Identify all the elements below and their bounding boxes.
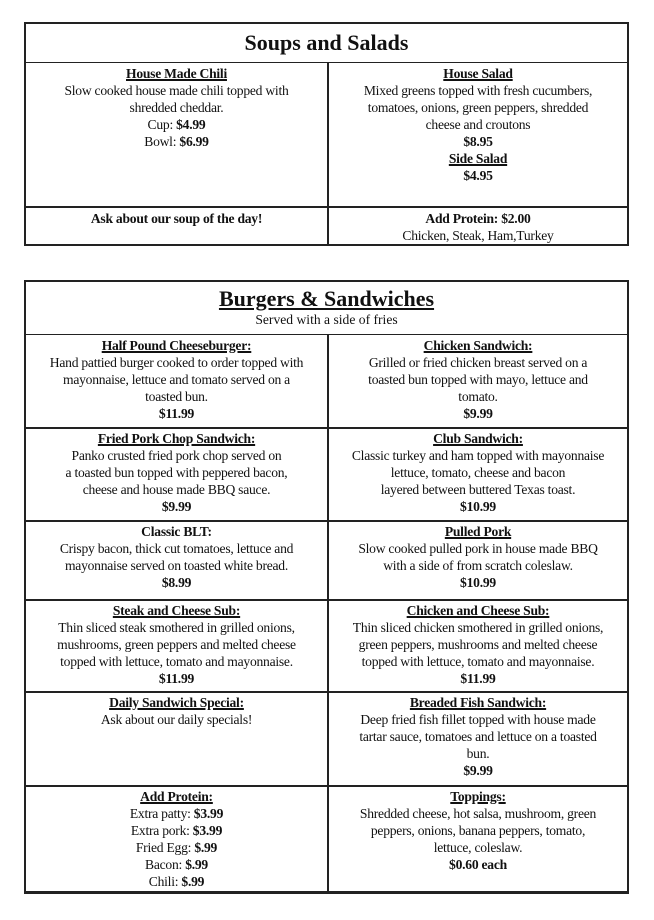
item-description: lettuce, tomato, cheese and bacon	[390, 465, 566, 480]
item-description: tomatoes, onions, green peppers, shredded	[367, 100, 589, 115]
item-description: Crispy bacon, thick cut tomatoes, lettuce and	[59, 541, 294, 556]
item-description: cheese and croutons	[425, 117, 531, 132]
menu-cell-pulled-pork	[329, 521, 627, 600]
item-description: lettuce, coleslaw.	[433, 840, 523, 855]
item-bold-text: Ask about our soup of the day!	[90, 211, 263, 226]
item-heading: House Made Chili	[126, 66, 227, 81]
item-description: shredded cheddar.	[129, 100, 224, 115]
item-description: tomato.	[458, 389, 498, 404]
menu-cell-soup-of-the-day	[26, 208, 327, 247]
price-label: Bowl:	[144, 134, 177, 149]
item-bold-text: $8.99	[161, 575, 192, 590]
price-value: $.99	[185, 857, 208, 872]
item-bold-text: $8.95	[463, 134, 493, 149]
item-bold-text: $9.99	[463, 406, 493, 421]
item-heading: Side Salad	[448, 151, 508, 166]
menu-cell-daily-sandwich-special	[26, 692, 327, 786]
item-description: topped with lettuce, tomato and mayonnaise.	[361, 654, 595, 669]
price-value: $.99	[194, 840, 218, 855]
price-value: $.99	[181, 874, 205, 889]
item-heading: Steak and Cheese Sub:	[112, 603, 241, 618]
section-title: Soups and Salads	[26, 24, 627, 63]
item-description: mayonnaise served on toasted white bread.	[64, 558, 289, 573]
item-description: Thin sliced steak smothered in grilled onions,	[58, 620, 295, 635]
item-description: Mixed greens topped with fresh cucumbers,	[363, 83, 593, 98]
item-bold-text: $9.99	[161, 499, 192, 514]
item-description: Shredded cheese, hot salsa, mushroom, green	[359, 806, 597, 821]
item-description: mayonnaise, lettuce and tomato served on a	[63, 372, 290, 387]
item-heading: Daily Sandwich Special:	[109, 695, 244, 710]
price-value: $6.99	[179, 134, 209, 149]
item-description: Thin sliced chicken smothered in grilled onions,	[352, 620, 604, 635]
item-heading: Breaded Fish Sandwich:	[409, 695, 547, 710]
price-label: Fried Egg:	[135, 840, 192, 855]
price-value: $3.99	[192, 823, 223, 838]
item-heading: Chicken Sandwich:	[423, 338, 533, 353]
item-description: Slow cooked house made chili topped with	[64, 83, 289, 98]
item-heading: Half Pound Cheeseburger:	[101, 338, 252, 353]
menu-cell-add-protein-burgers	[26, 786, 327, 894]
price-line	[26, 133, 327, 150]
price-line	[26, 839, 327, 856]
soups-and-salads-table	[24, 22, 629, 246]
item-description: Ask about our daily specials!	[100, 712, 253, 727]
item-description: tartar sauce, tomatoes and lettuce on a toasted	[359, 729, 597, 744]
menu-cell-house-salad	[329, 63, 627, 207]
item-description: mushrooms, green peppers and melted cheese	[57, 637, 296, 652]
menu-cell-house-made-chili	[26, 63, 327, 207]
menu-cell-chicken-and-cheese-sub	[329, 600, 627, 692]
price-label: Chili:	[148, 874, 179, 889]
item-bold-text: $11.99	[158, 671, 195, 686]
item-bold-text: Classic BLT:	[141, 524, 212, 539]
price-line	[26, 822, 327, 839]
item-bold-text: $9.99	[463, 763, 493, 778]
menu-cell-fried-pork-chop-sandwich	[26, 428, 327, 521]
price-label: Bacon:	[145, 857, 183, 872]
item-description: with a side of from scratch coleslaw.	[383, 558, 573, 573]
item-bold-text: $4.95	[463, 168, 493, 183]
item-description: Hand pattied burger cooked to order topped with	[49, 355, 304, 370]
menu-cell-add-protein-salad	[329, 208, 627, 247]
item-heading: Pulled Pork	[444, 524, 512, 539]
item-description: topped with lettuce, tomato and mayonnaise.	[60, 654, 293, 669]
item-description: Chicken, Steak, Ham,Turkey	[402, 228, 554, 243]
menu-cell-chicken-sandwich	[329, 335, 627, 428]
price-label: Extra pork:	[130, 823, 190, 838]
item-description: a toasted bun topped with peppered bacon,	[65, 465, 288, 480]
item-bold-text: Add Protein: $2.00	[425, 211, 531, 226]
item-description: Grilled or fried chicken breast served on a	[368, 355, 588, 370]
item-heading: Club Sandwich:	[433, 431, 523, 446]
menu-cell-breaded-fish-sandwich	[329, 692, 627, 786]
price-label: Cup:	[147, 117, 173, 132]
item-description: toasted bun topped with mayo, lettuce and	[368, 372, 588, 387]
price-line	[26, 856, 327, 873]
item-bold-text: $11.99	[158, 406, 195, 421]
item-description: Deep fried fish fillet topped with house made	[360, 712, 596, 727]
section-title: Burgers & Sandwiches	[218, 286, 435, 311]
item-heading: Fried Pork Chop Sandwich:	[97, 431, 256, 446]
item-description: green peppers, mushrooms and melted cheese	[358, 637, 598, 652]
price-label: Extra patty:	[129, 806, 191, 821]
section-header	[26, 282, 627, 335]
price-line	[26, 873, 327, 890]
item-bold-text: $11.99	[460, 671, 496, 686]
item-description: layered between buttered Texas toast.	[380, 482, 576, 497]
item-description: bun.	[466, 746, 490, 761]
item-heading: Toppings:	[450, 789, 506, 804]
item-description: peppers, onions, banana peppers, tomato,	[370, 823, 586, 838]
burgers-and-sandwiches-table	[24, 280, 629, 894]
item-bold-text: $10.99	[460, 575, 496, 590]
price-value: $3.99	[193, 806, 224, 821]
menu-cell-club-sandwich	[329, 428, 627, 521]
item-heading: Add Protein:	[140, 789, 213, 804]
item-heading: House Salad	[443, 66, 513, 81]
item-description: Slow cooked pulled pork in house made BBQ	[358, 541, 598, 556]
menu-cell-half-pound-cheeseburger	[26, 335, 327, 428]
menu-cell-classic-blt	[26, 521, 327, 600]
item-description: toasted bun.	[145, 389, 208, 404]
item-bold-text: $10.99	[460, 499, 496, 514]
item-description: Panko crusted fried pork chop served on	[71, 448, 282, 463]
price-value: $4.99	[176, 117, 206, 132]
item-heading: Chicken and Cheese Sub:	[406, 603, 550, 618]
item-description: Classic turkey and ham topped with mayonnaise	[351, 448, 605, 463]
item-bold-text: $0.60 each	[449, 857, 507, 872]
section-subtitle: Served with a side of fries	[255, 312, 398, 327]
price-line	[26, 805, 327, 822]
price-line	[26, 116, 327, 133]
item-description: cheese and house made BBQ sauce.	[82, 482, 271, 497]
menu-cell-toppings	[329, 786, 627, 894]
menu-cell-steak-and-cheese-sub	[26, 600, 327, 692]
